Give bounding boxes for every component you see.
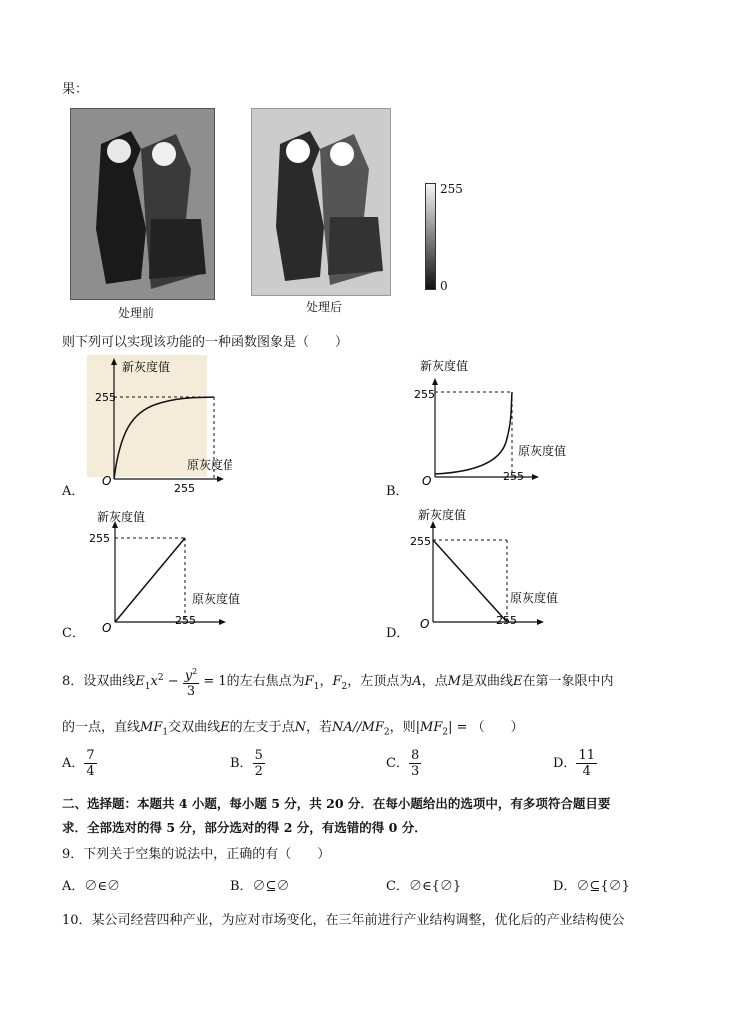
- after-caption: 处理后: [306, 300, 343, 314]
- scale-bottom-label: 0: [440, 279, 448, 293]
- option-c-label: C．: [62, 626, 85, 641]
- q8-option-b: B． $\frac{5}{2}$: [230, 748, 263, 779]
- graph-c: [62, 505, 262, 640]
- graph-a-origin: O: [102, 474, 112, 488]
- q8-option-a: A． $\frac{7}{4}$: [62, 748, 95, 779]
- graph-b-origin: O: [422, 474, 432, 488]
- intro-text: 果：: [62, 82, 89, 97]
- graph-b: [400, 352, 590, 497]
- graph-d-xtick: 255: [496, 614, 517, 627]
- q8-line2: 的一点，直线$MF_1$交双曲线E的左支于点N，若$NA//MF_2$，则$|MF_2|$ = （ ）: [62, 720, 524, 738]
- graph-b-ytick: 255: [414, 388, 435, 401]
- graph-a: [62, 352, 232, 497]
- option-d-label: D．: [386, 626, 410, 641]
- q8-line1: 8．设双曲线$E_1x^2$ − $\frac{y^2}{3}$ = 1的左右焦点为$F_1$，$F_2$，左顶点为A，点M是双曲线E在第一象限中内: [62, 664, 613, 699]
- graph-c-origin: O: [102, 621, 112, 635]
- graph-c-xlabel: 原灰度值: [192, 592, 241, 606]
- graph-c-ytick: 255: [89, 532, 110, 545]
- section2-heading-line2: 求．全部选对的得 5 分，部分选对的得 2 分，有选错的得 0 分．: [62, 820, 427, 835]
- q9-option-c: C．∅∈{∅}: [386, 879, 462, 894]
- graph-a-ytick: 255: [95, 391, 116, 404]
- graph-b-ylabel: 新灰度值: [420, 359, 469, 373]
- graph-a-xlabel: 原灰度值: [187, 458, 232, 472]
- photo-before: [70, 108, 215, 300]
- graph-a-ylabel: 新灰度值: [122, 360, 171, 374]
- grayscale-bar: [425, 183, 436, 290]
- before-caption: 处理前: [118, 306, 155, 320]
- q8-option-c: C． $\frac{8}{3}$: [386, 748, 420, 779]
- q9-option-a: A．∅∈∅: [62, 879, 121, 894]
- graph-d-origin: O: [420, 617, 430, 631]
- q9-option-b: B．∅⊆∅: [230, 879, 290, 894]
- q9-option-d: D．∅⊆{∅}: [553, 879, 630, 894]
- q8-option-d: D． $\frac{11}{4}$: [553, 748, 595, 779]
- graph-c-xtick: 255: [175, 614, 196, 627]
- option-b-label: B．: [386, 484, 409, 499]
- graph-d-xlabel: 原灰度值: [510, 591, 559, 605]
- option-a-label: A．: [62, 484, 85, 499]
- graph-a-xtick: 255: [174, 482, 195, 495]
- graph-d-ytick: 255: [410, 535, 431, 548]
- q7-prompt: 则下列可以实现该功能的一种函数图象是（ ）: [62, 335, 349, 350]
- graph-b-xtick: 255: [503, 470, 524, 483]
- q9-prompt: 9．下列关于空集的说法中，正确的有（ ）: [62, 847, 331, 862]
- q10-text: 10．某公司经营四种产业，为应对市场变化，在三年前进行产业结构调整，优化后的产业结构使公: [62, 913, 625, 928]
- section2-heading-line1: 二、选择题：本题共 4 小题，每小题 5 分，共 20 分．在每小题给出的选项中，有多项符合题目要: [62, 796, 611, 811]
- photo-after: [251, 108, 391, 296]
- graph-d: [400, 505, 590, 640]
- scale-top-label: 255: [440, 182, 463, 196]
- graph-c-ylabel: 新灰度值: [97, 510, 146, 524]
- graph-b-xlabel: 原灰度值: [518, 444, 567, 458]
- graph-d-ylabel: 新灰度值: [418, 508, 467, 522]
